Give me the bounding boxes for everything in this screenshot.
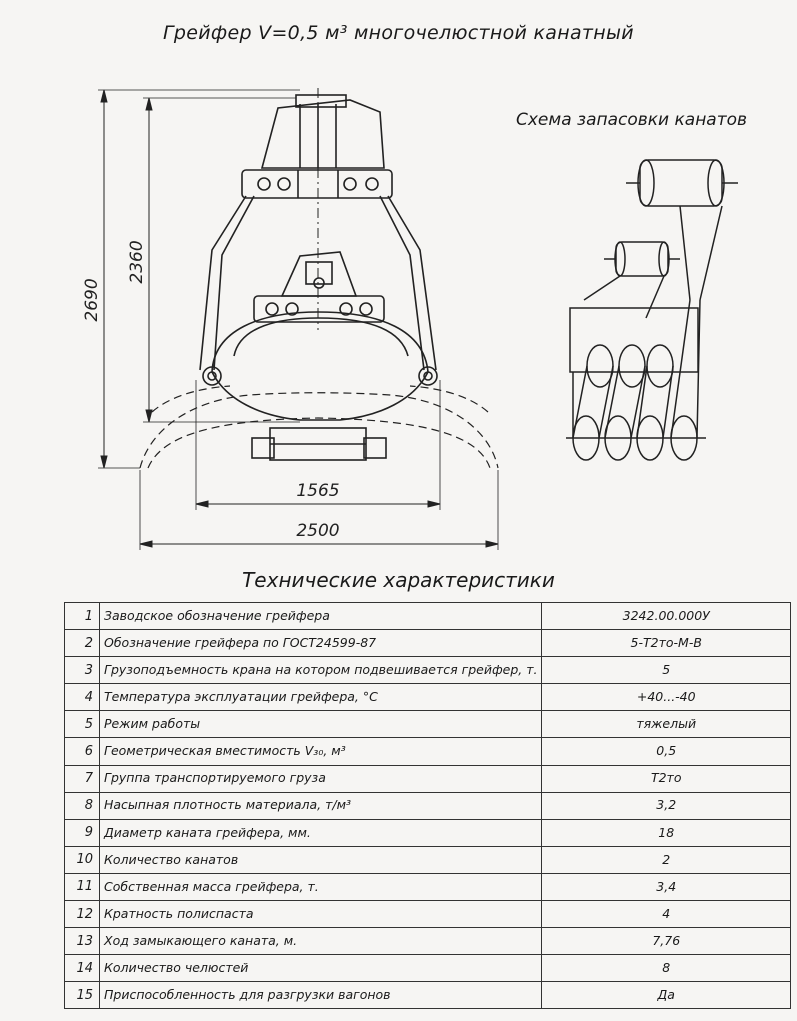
spec-value: 3242.00.000У xyxy=(542,603,791,630)
spec-row xyxy=(65,603,791,630)
spec-number: 3 xyxy=(65,657,100,684)
spec-parameter: Приспособленность для разгрузки вагонов xyxy=(100,982,542,1009)
spec-number: 6 xyxy=(65,738,100,765)
spec-value: 3,2 xyxy=(542,792,791,819)
spec-number: 10 xyxy=(65,846,100,873)
spec-row xyxy=(65,738,791,765)
upper-traverse xyxy=(242,170,392,198)
bottom-block xyxy=(252,428,386,460)
jaws-closed xyxy=(203,312,437,420)
spec-row xyxy=(65,765,791,792)
spec-value: Да xyxy=(542,982,791,1009)
spec-row xyxy=(65,819,791,846)
upper-sheaves xyxy=(587,345,673,387)
grab-head xyxy=(262,88,384,330)
spec-value: 18 xyxy=(542,819,791,846)
specs-title: Технические характеристики xyxy=(242,568,555,592)
spec-number: 1 xyxy=(65,603,100,630)
spec-value: Т2то xyxy=(542,765,791,792)
dim-label-2500: 2500 xyxy=(296,521,340,541)
spec-row xyxy=(65,982,791,1009)
spec-value: 7,76 xyxy=(542,928,791,955)
spec-value: 0,5 xyxy=(542,738,791,765)
spec-parameter: Диаметр каната грейфера, мм. xyxy=(100,819,542,846)
spec-number: 13 xyxy=(65,928,100,955)
spec-parameter: Насыпная плотность материала, т/м³ xyxy=(100,792,542,819)
spec-parameter: Количество канатов xyxy=(100,846,542,873)
spec-row xyxy=(65,873,791,900)
spec-parameter: Заводское обозначение грейфера xyxy=(100,603,542,630)
spec-number: 14 xyxy=(65,955,100,982)
dim-label-1565: 1565 xyxy=(296,481,340,501)
dim-label-2690: 2690 xyxy=(82,278,102,322)
spec-row xyxy=(65,630,791,657)
spec-row xyxy=(65,901,791,928)
spec-number: 15 xyxy=(65,982,100,1009)
spec-value: тяжелый xyxy=(542,711,791,738)
upper-drum xyxy=(626,160,738,206)
traverse-block xyxy=(570,308,698,372)
spec-number: 2 xyxy=(65,630,100,657)
rope-reeving-scheme xyxy=(566,160,738,460)
jaws-open xyxy=(140,386,498,468)
spec-value: +40...-40 xyxy=(542,684,791,711)
spec-number: 5 xyxy=(65,711,100,738)
spec-parameter: Собственная масса грейфера, т. xyxy=(100,873,542,900)
spec-number: 7 xyxy=(65,765,100,792)
dim-label-2360: 2360 xyxy=(127,240,147,284)
spec-parameter: Грузоподъемность крана на котором подвешивается грейфер, т. xyxy=(100,657,542,684)
spec-parameter: Температура эксплуатации грейфера, °С xyxy=(100,684,542,711)
spec-parameter: Режим работы xyxy=(100,711,542,738)
spec-value: 8 xyxy=(542,955,791,982)
spec-parameter: Группа транспортируемого груза xyxy=(100,765,542,792)
spec-row xyxy=(65,928,791,955)
spec-row xyxy=(65,955,791,982)
spec-parameter: Геометрическая вместимость V₃₀, м³ xyxy=(100,738,542,765)
spec-row xyxy=(65,711,791,738)
spec-number: 4 xyxy=(65,684,100,711)
lower-drum xyxy=(604,242,680,276)
spec-value: 5 xyxy=(542,657,791,684)
spec-parameter: Количество челюстей xyxy=(100,955,542,982)
rope-scheme-title: Схема запасовки канатов xyxy=(516,110,748,130)
spec-parameter: Кратность полиспаста xyxy=(100,901,542,928)
spec-number: 8 xyxy=(65,792,100,819)
spec-row xyxy=(65,846,791,873)
spec-value: 3,4 xyxy=(542,873,791,900)
spec-value: 5-Т2то-М-В xyxy=(542,630,791,657)
spec-parameter: Обозначение грейфера по ГОСТ24599-87 xyxy=(100,630,542,657)
spec-value: 4 xyxy=(542,901,791,928)
drawing-title: Грейфер V=0,5 м³ многочелюстной канатный xyxy=(163,22,634,44)
spec-number: 12 xyxy=(65,901,100,928)
spec-number: 11 xyxy=(65,873,100,900)
spec-row xyxy=(65,684,791,711)
spec-value: 2 xyxy=(542,846,791,873)
spec-row xyxy=(65,657,791,684)
lower-head xyxy=(282,252,356,296)
spec-number: 9 xyxy=(65,819,100,846)
spec-parameter: Ход замыкающего каната, м. xyxy=(100,928,542,955)
spec-row xyxy=(65,792,791,819)
specs-table xyxy=(64,602,791,1009)
